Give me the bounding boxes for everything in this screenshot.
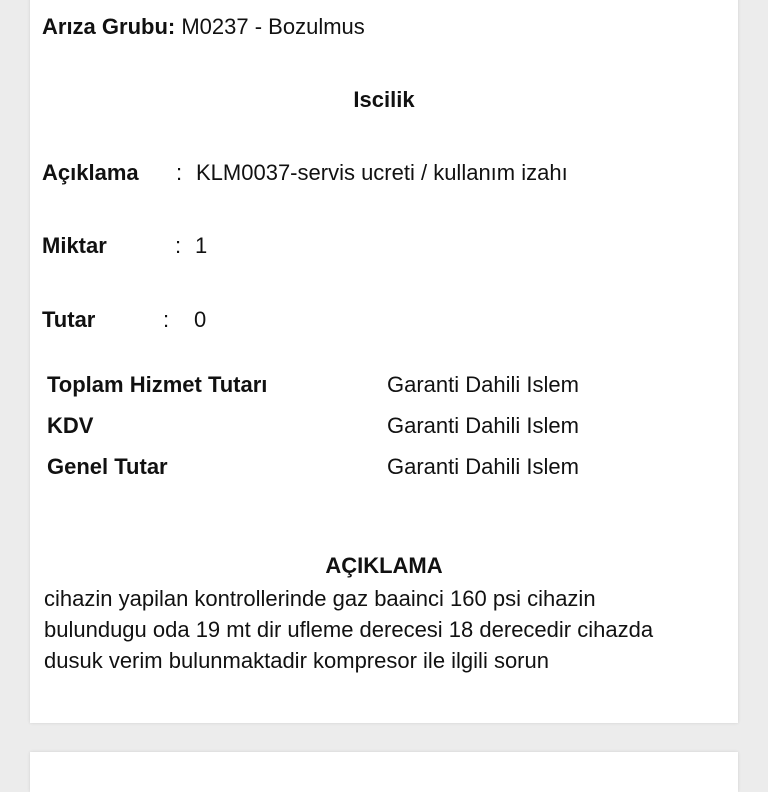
labor-amount-label: Tutar (42, 307, 96, 332)
fault-group-label: Arıza Grubu: (42, 14, 176, 39)
labor-description-value: KLM0037-servis ucreti / kullanım izahı (196, 160, 568, 185)
notes-body (44, 583, 734, 676)
labor-quantity-value: 1 (195, 233, 208, 258)
totals-label-service: Toplam Hizmet Tutarı (47, 372, 268, 397)
totals-value-grand: Garanti Dahili Islem (387, 454, 579, 479)
labor-heading: Iscilik (353, 87, 415, 112)
totals-label-grand: Genel Tutar (47, 454, 168, 479)
notes-line: dusuk verim bulunmaktadir kompresor ile ilgili sorun (44, 648, 549, 673)
totals-value-vat: Garanti Dahili Islem (387, 413, 579, 438)
totals-label-vat: KDV (47, 413, 94, 438)
service-record-card (30, 0, 738, 723)
next-card (30, 752, 738, 792)
labor-description-separator: : (176, 160, 183, 185)
fault-group-value: M0237 - Bozulmus (181, 14, 365, 39)
notes-line: cihazin yapilan kontrollerinde gaz baainci 160 psi cihazin (44, 586, 596, 611)
notes-line: bulundugu oda 19 mt dir ufleme derecesi 18 derecedir cihazda (44, 617, 654, 642)
labor-quantity-label: Miktar (42, 233, 107, 258)
totals-value-service: Garanti Dahili Islem (387, 372, 579, 397)
labor-amount-separator: : (163, 307, 170, 332)
notes-heading: AÇIKLAMA (325, 553, 443, 578)
labor-description-label: Açıklama (42, 160, 139, 185)
labor-quantity-separator: : (175, 233, 182, 258)
fault-group-row (42, 14, 365, 40)
labor-amount-value: 0 (194, 307, 207, 332)
